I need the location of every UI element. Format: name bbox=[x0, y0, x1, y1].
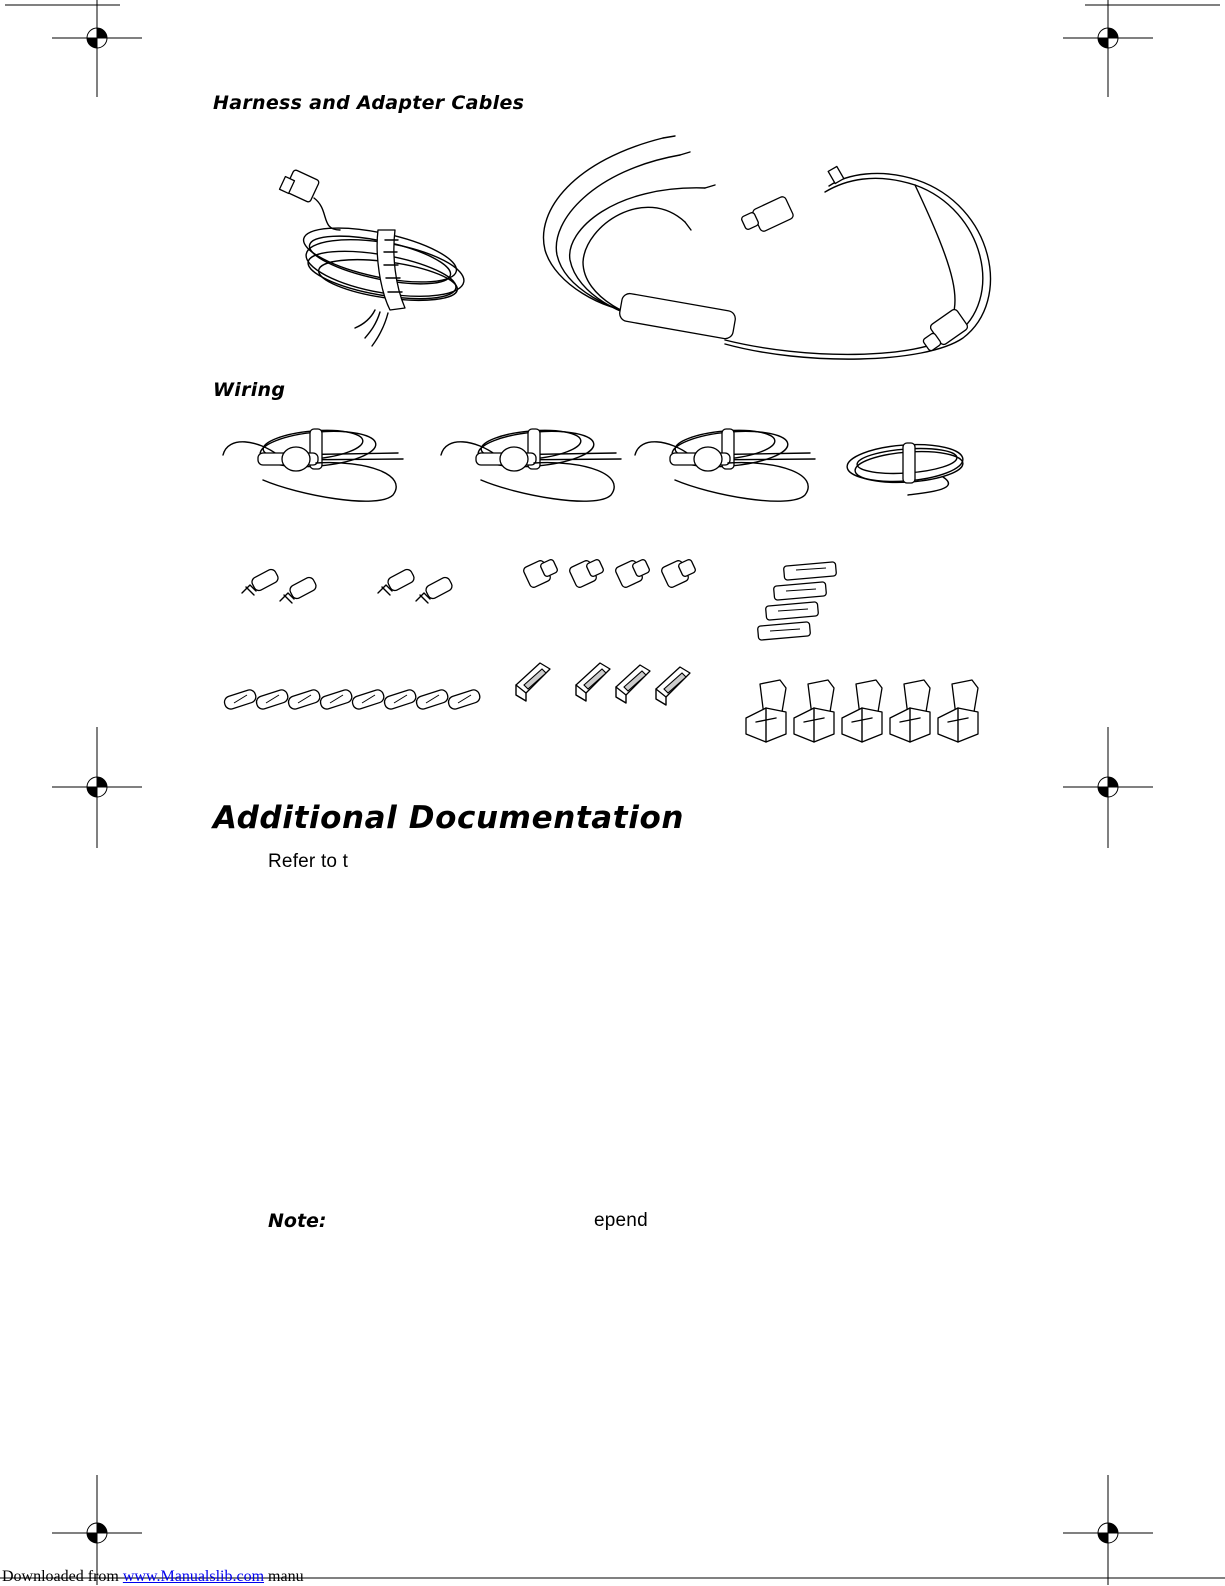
scotchlok-icon bbox=[742, 678, 982, 753]
note-text: epend bbox=[594, 1210, 648, 1231]
wire-icon bbox=[218, 415, 998, 525]
wiring-heading: Wiring bbox=[213, 379, 286, 401]
adapter-cable-icon bbox=[535, 130, 1005, 370]
refer-text: Refer to t bbox=[268, 851, 349, 872]
note-label: Note: bbox=[268, 1210, 327, 1232]
additional-documentation-heading: Additional Documentation bbox=[213, 800, 685, 836]
manualslib-link[interactable]: www.Manualslib.com bbox=[122, 1568, 265, 1585]
bullet-connector-icon bbox=[522, 557, 712, 597]
footer bbox=[2, 1568, 304, 1586]
footer-downloaded-text: Downloaded from bbox=[2, 1568, 119, 1585]
fuse-icon bbox=[754, 558, 854, 648]
harness-cable-icon bbox=[280, 160, 480, 360]
spade-terminal-icon bbox=[238, 565, 458, 615]
harness-heading: Harness and Adapter Cables bbox=[213, 92, 525, 114]
butt-splice-icon bbox=[222, 683, 492, 723]
footer-suffix: manu bbox=[268, 1568, 304, 1585]
tap-connector-icon bbox=[510, 655, 710, 710]
